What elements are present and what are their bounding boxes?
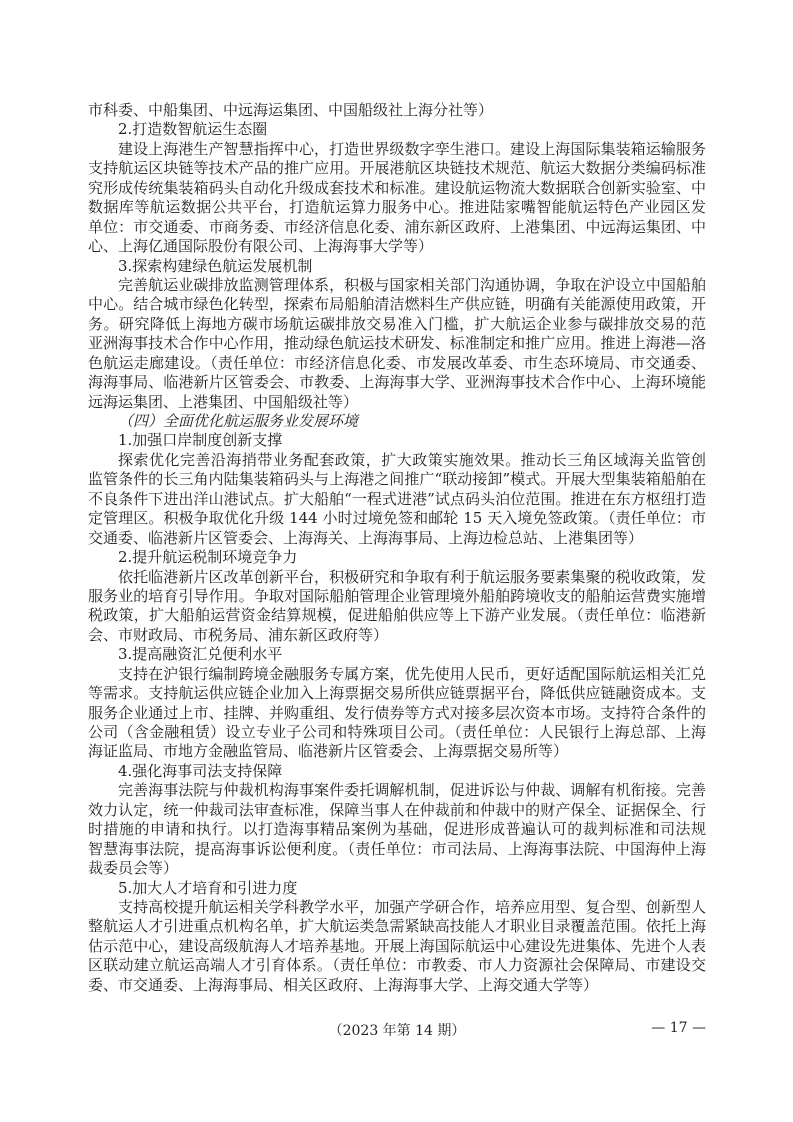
paragraph-line: 监管条件的长三角内陆集装箱码头与上海港之间推广“联动接卸”模式。开展大型集装箱船舶在 bbox=[88, 470, 706, 489]
subsection-heading: 2.打造数智航运生态圈 bbox=[118, 120, 268, 139]
paragraph-line: 海海事局、临港新片区管委会、市教委、上海海事大学、亚洲海事技术合作中心、上海环境能 bbox=[88, 373, 706, 392]
paragraph-line: 整航运人才引进重点机构名单，扩大航运类急需紧缺高技能人才职业目录覆盖范围。依托上海 bbox=[88, 917, 706, 936]
section-heading: （四）全面优化航运服务业发展环境 bbox=[118, 412, 359, 430]
paragraph-line: 支持高校提升航运相关学科教学水平，加强产学研合作，培养应用型、复合型、创新型人 bbox=[118, 897, 706, 916]
paragraph-line: 公司（含金融租赁）设立专业子公司和特殊项目公司。（责任单位：人民银行上海总部、上海 bbox=[88, 723, 706, 741]
paragraph-line: 色航运走廊建设。（责任单位：市经济信息化委、市发展改革委、市生态环境局、市交通委、 bbox=[88, 353, 706, 372]
subsection-heading: 1.加强口岸制度创新支撑 bbox=[118, 431, 283, 450]
page-number: — 17 — bbox=[651, 1020, 706, 1036]
paragraph-line: 心、上海亿通国际股份有限公司、上海海事大学等） bbox=[88, 237, 434, 256]
paragraph-line: 海证监局、市地方金融监管局、临港新片区管委会、上海票据交易所等） bbox=[88, 742, 569, 761]
paragraph-line: 探索优化完善沿海捎带业务配套政策，扩大政策实施效果。推动长三角区域海关监管创 bbox=[118, 450, 706, 469]
subsection-heading: 4.强化海事司法支持保障 bbox=[118, 761, 283, 780]
paragraph-line: 完善航运业碳排放监测管理体系，积极与国家相关部门沟通协调，争取在沪设立中国船舶 bbox=[118, 275, 706, 294]
paragraph-line: 依托临港新片区改革创新平台，积极研究和争取有利于航运服务要素集聚的税收政策，发 bbox=[118, 567, 706, 586]
paragraph-line: 时措施的申请和执行。以打造海事精品案例为基础，促进形成普遍认可的裁判标准和司法规 bbox=[88, 820, 706, 839]
paragraph-line: 远海运集团、上港集团、中国船级社等） bbox=[88, 392, 359, 411]
paragraph-line: 建设上海港生产智慧指挥中心，打造世界级数字孪生港口。建设上海国际集装箱运输服务 bbox=[118, 139, 706, 158]
paragraph-line: 支持在沪银行编制跨境金融服务专属方案，优先使用人民币，更好适配国际航运相关汇兑 bbox=[118, 664, 706, 683]
paragraph-line: 智慧海事法院，提高海事诉讼便利度。（责任单位：市司法局、上海海事法院、中国海仲上海 bbox=[88, 839, 706, 858]
paragraph-line: 服务业的培育引导作用。争取对国际船舶管理企业管理境外船舶跨境收支的船舶运营费实施增 bbox=[88, 586, 706, 605]
paragraph-line: 务。研究降低上海地方碳市场航运碳排放交易准入门槛，扩大航运企业参与碳排放交易的范 bbox=[88, 314, 706, 333]
paragraph-line: 裁委员会等） bbox=[88, 859, 179, 878]
paragraph-line: 亚洲海事技术合作中心作用，推动绿色航运技术研发、标准制定和推广应用。推进上海港—洛 bbox=[88, 334, 706, 353]
issue-label: （2023 年第 14 期） bbox=[328, 1023, 466, 1039]
paragraph-line: 交通委、临港新片区管委会、上海海关、上海海事局、上海边检总站、上港集团等） bbox=[88, 528, 644, 547]
subsection-heading: 3.探索构建绿色航运发展机制 bbox=[118, 256, 313, 275]
paragraph-line: 委、市交通委、上海海事局、相关区政府、上海海事大学、上海交通大学等） bbox=[88, 975, 599, 994]
paragraph-line: 税政策，扩大船舶运营资金结算规模，促进船舶供应等上下游产业发展。（责任单位：临港新 bbox=[88, 606, 706, 625]
paragraph-line: 支持航运区块链等技术产品的推广应用。开展港航区块链技术规范、航运大数据分类编码标准 bbox=[88, 159, 706, 178]
paragraph-line: 市科委、中船集团、中远海运集团、中国船级社上海分社等） bbox=[88, 101, 494, 119]
paragraph-line: 究形成传统集装箱码头自动化升级成套技术和标准。建设航运物流大数据联合创新实验室、中 bbox=[88, 178, 706, 197]
paragraph-line: 效力认定，统一仲裁司法审查标准，保障当事人在仲裁前和仲裁中的财产保全、证据保全、行 bbox=[88, 800, 706, 819]
subsection-heading: 3.提高融资汇兑便利水平 bbox=[118, 645, 283, 664]
paragraph-line: 单位：市交通委、市商务委、市经济信息化委、浦东新区政府、上港集团、中远海运集团、中 bbox=[88, 217, 706, 236]
page-footer bbox=[88, 1020, 706, 1040]
document-body bbox=[88, 101, 706, 995]
paragraph-line: 数据库等航运数据公共平台，打造航运算力服务中心。推进陆家嘴智能航运特色产业园区发 bbox=[88, 198, 706, 217]
subsection-heading: 5.加大人才培育和引进力度 bbox=[118, 878, 298, 897]
paragraph-line: 区联动建立航运高端人才引育体系。（责任单位：市教委、市人力资源社会保障局、市建设交 bbox=[88, 956, 706, 975]
paragraph-line: 等需求。支持航运供应链企业加入上海票据交易所供应链票据平台，降低供应链融资成本。支 bbox=[88, 684, 706, 703]
paragraph-line: 服务企业通过上市、挂牌、并购重组、发行债券等方式对接多层次资本市场。支持符合条件的 bbox=[88, 703, 706, 722]
paragraph-line: 会、市财政局、市税务局、浦东新区政府等） bbox=[88, 625, 389, 644]
paragraph-line: 不良条件下进出洋山港试点。扩大船舶“一程式进港”试点码头泊位范围。推进在东方枢纽打造 bbox=[88, 489, 706, 508]
paragraph-line: 定管理区。积极争取优化升级 144 小时过境免签和邮轮 15 天入境免签政策。（责任单位：市 bbox=[88, 509, 706, 528]
paragraph-line: 估示范中心，建设高级航海人才培养基地。开展上海国际航运中心建设先进集体、先进个人表 bbox=[88, 936, 706, 955]
subsection-heading: 2.提升航运税制环境竞争力 bbox=[118, 548, 298, 567]
paragraph-line: 完善海事法院与仲裁机构海事案件委托调解机制，促进诉讼与仲裁、调解有机衔接。完善 bbox=[118, 781, 706, 800]
paragraph-line: 中心。结合城市绿色化转型，探索布局船舶清洁燃料生产供应链，明确有关能源使用政策，开 bbox=[88, 295, 706, 314]
